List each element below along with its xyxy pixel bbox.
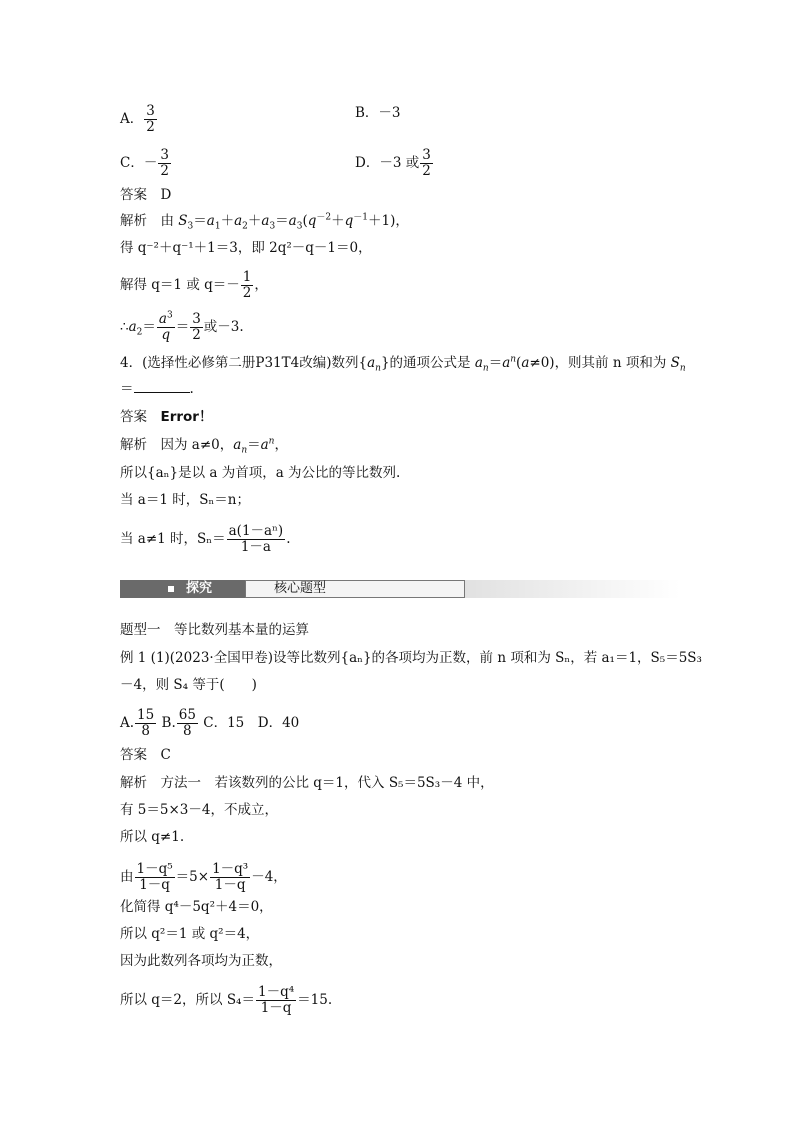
example-1-options: A. $\frac{15}{8}$ B. $\frac{65}{8}$ C．15 D．40 bbox=[120, 707, 300, 739]
fraction: $\frac{\text{1－q⁴}}{1-q}$ bbox=[257, 984, 295, 1016]
solution-3-line-6: 所以 q²＝1 或 q²＝4， bbox=[120, 926, 260, 942]
solution-2-line-3: 当 a＝1 时，Sₙ＝n； bbox=[120, 492, 251, 508]
fraction: $\frac{3}{2}$ bbox=[192, 311, 201, 343]
option-d: D．－3 或 $\frac{3}{2}$ bbox=[355, 147, 431, 179]
solution-3-line-5: 化简得 q⁴－5q²＋4＝0， bbox=[120, 899, 273, 915]
fraction: $\frac{15}{8}$ bbox=[137, 707, 155, 739]
solution-2-line-1: 解析 因为 a≠0，$a_n=a^n$， bbox=[120, 436, 288, 456]
answer-2: 答案 Error！ bbox=[120, 409, 213, 425]
solution-3-line-3: 所以 q≠1. bbox=[120, 829, 185, 845]
fraction: $\frac{3}{2}$ bbox=[146, 103, 155, 135]
solution-2-line-2: 所以{aₙ}是以 a 为首项，a 为公比的等比数列. bbox=[120, 465, 401, 481]
fraction: $\frac{\text{a(1－aⁿ)}}{1-a}$ bbox=[228, 523, 284, 555]
fraction: $\frac{1}{2}$ bbox=[242, 269, 252, 301]
option-c: C．－ $\frac{3}{2}$ bbox=[120, 147, 169, 179]
solution-1-line-2: 得 q⁻²＋q⁻¹＋1＝3，即 2q²－q－1＝0， bbox=[120, 240, 372, 256]
banner-tag-explore: 探究 bbox=[120, 580, 245, 598]
example-1-line-1: 例 1 (1)(2023·全国甲卷)设等比数列{aₙ}的各项均为正数，前 n 项和为 Sₙ，若 a₁＝1，S₅＝5S₃ bbox=[120, 650, 702, 666]
question-4-line-2: ＝ . bbox=[120, 381, 194, 397]
solution-3-line-4: 由 $\frac{\text{1－q⁵}}{1-q}$ ＝5× $\frac{\text{1－q³}}{1-q}$ －4， bbox=[120, 861, 287, 893]
solution-1-line-1: 解析 由 $S_3=a_1+a_2+a_3=a_3(q^{-2}+q^{-1}+1)$， bbox=[120, 212, 409, 232]
solution-2-line-4: 当 a≠1 时，Sₙ＝ $\frac{\text{a(1－aⁿ)}}{1-a}$ . bbox=[120, 523, 291, 555]
solution-1-line-4: $\therefore a_2=$ $\frac{a^3}{q}$ ＝ $\frac{3}{2}$ 或－3. bbox=[120, 310, 244, 343]
section-title: 题型一 等比数列基本量的运算 bbox=[120, 622, 309, 638]
example-1-line-2: －4，则 S₄ 等于( ) bbox=[120, 677, 257, 693]
question-4-line-1: 4．(选择性必修第二册P31T4改编)数列$\{a_n\}$的通项公式是 $a_n=a^n(a\ne 0)$，则其前 n 项和为 $S_n$ bbox=[120, 354, 686, 374]
answer-blank bbox=[134, 380, 190, 393]
answer-1: 答案 D bbox=[120, 187, 172, 203]
solution-3-line-1: 解析 方法一 若该数列的公比 q＝1，代入 S₅＝5S₃－4 中， bbox=[120, 775, 494, 791]
fraction: $\frac{65}{8}$ bbox=[178, 707, 196, 739]
fraction: $\frac{\text{1－q⁵}}{1-q}$ bbox=[136, 861, 173, 893]
fraction: $\frac{3}{2}$ bbox=[422, 147, 431, 179]
solution-3-line-7: 因为此数列各项均为正数， bbox=[120, 953, 282, 969]
fraction: $\frac{3}{2}$ bbox=[160, 147, 169, 179]
fraction: $\frac{\text{1－q³}}{1-q}$ bbox=[212, 861, 249, 893]
section-banner bbox=[120, 580, 680, 598]
option-b: B．－3 bbox=[355, 105, 401, 121]
solution-3-line-8: 所以 q＝2，所以 S₄＝ $\frac{\text{1－q⁴}}{1-q}$ ＝15. bbox=[120, 984, 333, 1016]
answer-3: 答案 C bbox=[120, 747, 171, 763]
fraction: $\frac{a^3}{q}$ bbox=[158, 310, 173, 343]
solution-1-line-3: 解得 q＝1 或 q＝－ $\frac{1}{2}$ ， bbox=[120, 269, 268, 301]
solution-3-line-2: 有 5＝5×3－4，不成立， bbox=[120, 802, 278, 818]
banner-tag-core: 核心题型 bbox=[245, 580, 465, 598]
option-a: A． $\frac{3}{2}$ bbox=[120, 103, 155, 135]
